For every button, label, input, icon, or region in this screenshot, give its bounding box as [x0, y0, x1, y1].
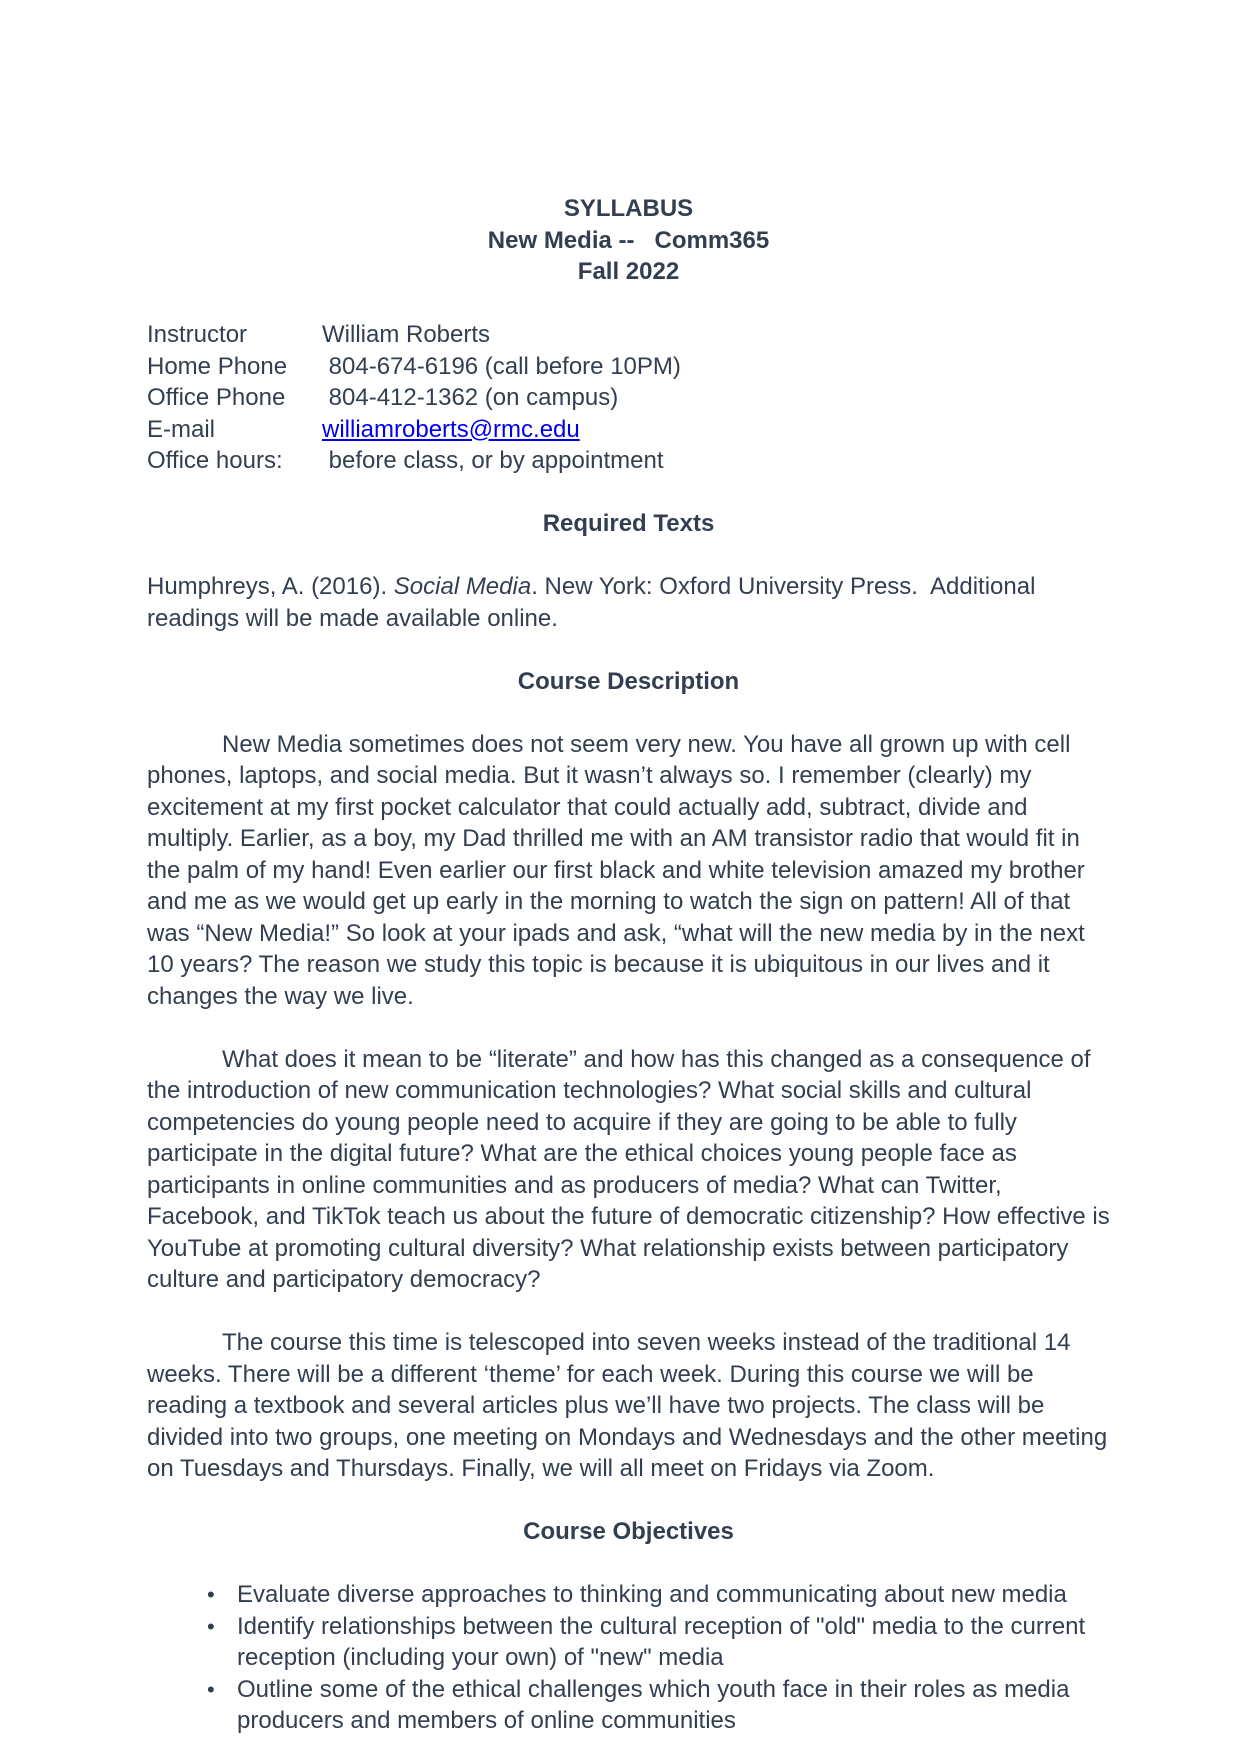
- info-row-office-phone: [147, 382, 1110, 414]
- email-value-wrap: [322, 414, 580, 446]
- required-texts-heading: Required Texts: [542, 510, 715, 537]
- home-phone-label: Home Phone: [147, 352, 288, 380]
- office-phone-label: Office Phone: [147, 384, 286, 411]
- objective-item-2: • Identify relationships between the cultural reception of "old" media to the current reception (including your own) of "new" media: [147, 1611, 1110, 1674]
- course-description-paragraph-1: New Media sometimes does not seem very new. You have all grown up with cell phones, laptops, and social media. But it wasn’t always so. I remember (clearly) my excitement at my first pocket calculator that could actually add, subtract, divide and multiply. Earlier, as a boy, my Dad thrilled me with an AM transistor radio that would fit in the palm of my hand! Even earlier our first black and white television amazed my brother and me as we would get up early in the morning to watch the sign on pattern! All of that was “New Media!” So look at your ipads and ask, “what will the new media by in the next 10 years? The reason we study this topic is because it is ubiquitous in our lives and it changes the way we live.: [147, 730, 1092, 1010]
- office-hours-label: Office hours:: [147, 447, 283, 474]
- document-title: SYLLABUS: [563, 195, 694, 222]
- citation-book-title: Social Media: [393, 573, 532, 600]
- instructor-label: Instructor: [147, 321, 248, 348]
- email-link[interactable]: williamroberts@rmc.edu: [322, 415, 580, 443]
- citation-publisher-note: . New York: Oxford University Press. Additional readings will be made available online.: [147, 573, 1043, 632]
- document-title-block: [147, 193, 1110, 288]
- course-objectives-heading: Course Objectives: [523, 1518, 734, 1545]
- objective-item-1: • Evaluate diverse approaches to thinking and communicating about new media: [147, 1579, 1110, 1611]
- course-description-heading: Course Description: [517, 667, 740, 695]
- office-hours-value: before class, or by appointment: [322, 447, 664, 474]
- citation-author-year: Humphreys, A. (2016).: [147, 573, 394, 600]
- email-label: E-mail: [147, 415, 216, 443]
- course-description-paragraph-3: The course this time is telescoped into seven weeks instead of the traditional 14 weeks. There will be a different ‘theme’ for each week. During this course we will be reading a textbook and several articles plus we’ll have two projects. The class will be divided into two groups, one meeting on Mondays and Wednesdays and the other meeting on Tuesdays and Thursdays. Finally, we will all meet on Fridays via Zoom.: [147, 1329, 1114, 1482]
- info-row-email: [147, 414, 1110, 446]
- info-row-instructor: [147, 319, 1110, 351]
- required-texts-citation: [147, 571, 1110, 634]
- course-objectives-list: [147, 1579, 1110, 1737]
- home-phone-value: 804-674-6196 (call before 10PM): [322, 352, 681, 380]
- info-row-office-hours: [147, 445, 1110, 477]
- objective-item-3: • Outline some of the ethical challenges which youth face in their roles as media producers and members of online communities: [147, 1674, 1110, 1737]
- course-description-paragraph-2: What does it mean to be “literate” and how has this changed as a consequence of the introduction of new communication technologies? What social skills and cultural competencies do young people need to acquire if they are going to be able to fully participate in the digital future? What are the ethical choices young people face as participants in online communities and as producers of media? What can Twitter, Facebook, and TikTok teach us about the future of democratic citizenship? How effective is YouTube at promoting cultural diversity? What relationship exists between participatory culture and participatory democracy?: [147, 1045, 1116, 1293]
- office-phone-value: 804-412-1362 (on campus): [322, 384, 619, 411]
- semester-line: Fall 2022: [577, 258, 680, 285]
- info-row-home-phone: [147, 351, 1110, 383]
- course-name-line: New Media -- Comm365: [487, 226, 770, 254]
- instructor-value: William Roberts: [322, 321, 491, 348]
- instructor-info-block: [147, 319, 1110, 477]
